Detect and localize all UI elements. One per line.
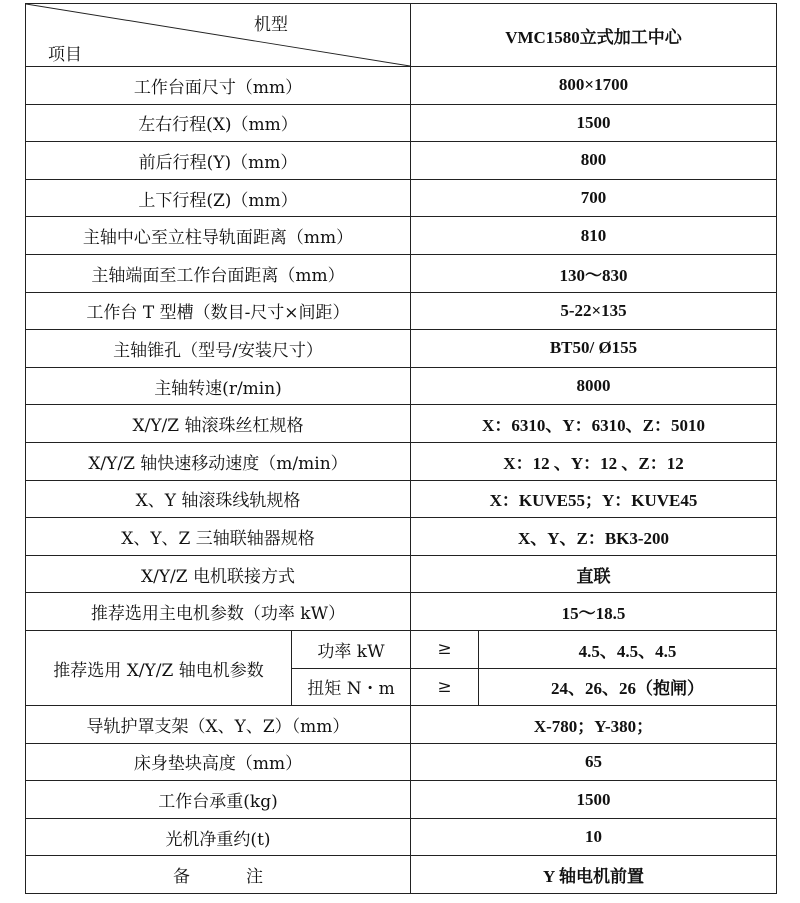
row-value: 1500	[411, 781, 777, 819]
table-row	[26, 330, 777, 368]
row-value: 130～830	[411, 254, 777, 292]
motor-power-label: 功率 kW	[292, 630, 411, 668]
row-label: 光机净重约(t)	[26, 818, 411, 856]
row-value: BT50/ Ø155	[411, 330, 777, 368]
row-label: 主轴端面至工作台面距离（mm）	[26, 254, 411, 292]
motor-power-row	[26, 630, 777, 668]
row-label: X/Y/Z 轴快速移动速度（m/min）	[26, 442, 411, 480]
row-value: 直联	[411, 555, 777, 593]
row-label: 导轨护罩支架（X、Y、Z）（mm）	[26, 706, 411, 744]
row-label: 工作台 T 型槽（数目-尺寸×间距）	[26, 292, 411, 330]
table-row	[26, 555, 777, 593]
row-value: 700	[411, 179, 777, 217]
remarks-value: Y 轴电机前置	[411, 856, 777, 894]
diagonal-line	[26, 4, 410, 66]
row-label: 主轴转速(r/min)	[26, 367, 411, 405]
table-row	[26, 367, 777, 405]
row-label: X/Y/Z 电机联接方式	[26, 555, 411, 593]
row-value: 5-22×135	[411, 292, 777, 330]
row-label: X、Y 轴滚珠线轨规格	[26, 480, 411, 518]
table-row	[26, 781, 777, 819]
row-label: 左右行程(X)（mm）	[26, 104, 411, 142]
motor-power-value: 4.5、4.5、4.5	[479, 630, 777, 668]
table-row	[26, 254, 777, 292]
row-value: 8000	[411, 367, 777, 405]
row-label: 上下行程(Z)（mm）	[26, 179, 411, 217]
table-row	[26, 217, 777, 255]
row-label: 推荐选用主电机参数（功率 kW）	[26, 593, 411, 631]
machine-title: VMC1580立式加工中心	[411, 4, 777, 67]
table-row	[26, 292, 777, 330]
row-label: 床身垫块高度（mm）	[26, 743, 411, 781]
spec-sheet	[25, 3, 777, 894]
table-row	[26, 743, 777, 781]
row-value: 15～18.5	[411, 593, 777, 631]
row-label: 工作台承重(kg)	[26, 781, 411, 819]
row-value: X：6310、Y：6310、Z：5010	[411, 405, 777, 443]
row-label: X、Y、Z 三轴联轴器规格	[26, 518, 411, 556]
corner-label-item: 项目	[48, 45, 82, 65]
table-row	[26, 818, 777, 856]
motor-torque-label: 扭矩 N・m	[292, 668, 411, 706]
row-value: 10	[411, 818, 777, 856]
table-row	[26, 405, 777, 443]
row-value: X：KUVE55；Y：KUVE45	[411, 480, 777, 518]
table-row	[26, 706, 777, 744]
motor-params-label: 推荐选用 X/Y/Z 轴电机参数	[26, 630, 292, 705]
corner-label-model: 机型	[254, 15, 288, 35]
row-label: 工作台面尺寸（mm）	[26, 67, 411, 105]
header-row	[26, 4, 777, 67]
row-label: 前后行程(Y)（mm）	[26, 142, 411, 180]
row-value: X：12 、Y：12 、Z：12	[411, 442, 777, 480]
table-row	[26, 593, 777, 631]
row-value: X-780；Y-380；	[411, 706, 777, 744]
table-row	[26, 442, 777, 480]
table-row	[26, 518, 777, 556]
row-label: X/Y/Z 轴滚珠丝杠规格	[26, 405, 411, 443]
row-value: X、Y、Z：BK3-200	[411, 518, 777, 556]
remarks-label-part1: 备	[173, 867, 190, 888]
table-row	[26, 480, 777, 518]
remarks-label	[26, 856, 411, 894]
table-row	[26, 104, 777, 142]
table-row	[26, 67, 777, 105]
row-value: 1500	[411, 104, 777, 142]
header-corner-cell	[26, 4, 411, 67]
motor-torque-symbol: ≥	[411, 668, 479, 706]
row-value: 800×1700	[411, 67, 777, 105]
row-label: 主轴中心至立柱导轨面距离（mm）	[26, 217, 411, 255]
row-value: 800	[411, 142, 777, 180]
row-value: 65	[411, 743, 777, 781]
row-value: 810	[411, 217, 777, 255]
table-row	[26, 179, 777, 217]
remarks-row	[26, 856, 777, 894]
remarks-label-part2: 注	[246, 867, 263, 888]
motor-torque-value: 24、26、26（抱闸）	[479, 668, 777, 706]
spec-table	[25, 3, 777, 894]
row-label: 主轴锥孔（型号/安装尺寸）	[26, 330, 411, 368]
motor-power-symbol: ≥	[411, 630, 479, 668]
table-row	[26, 142, 777, 180]
